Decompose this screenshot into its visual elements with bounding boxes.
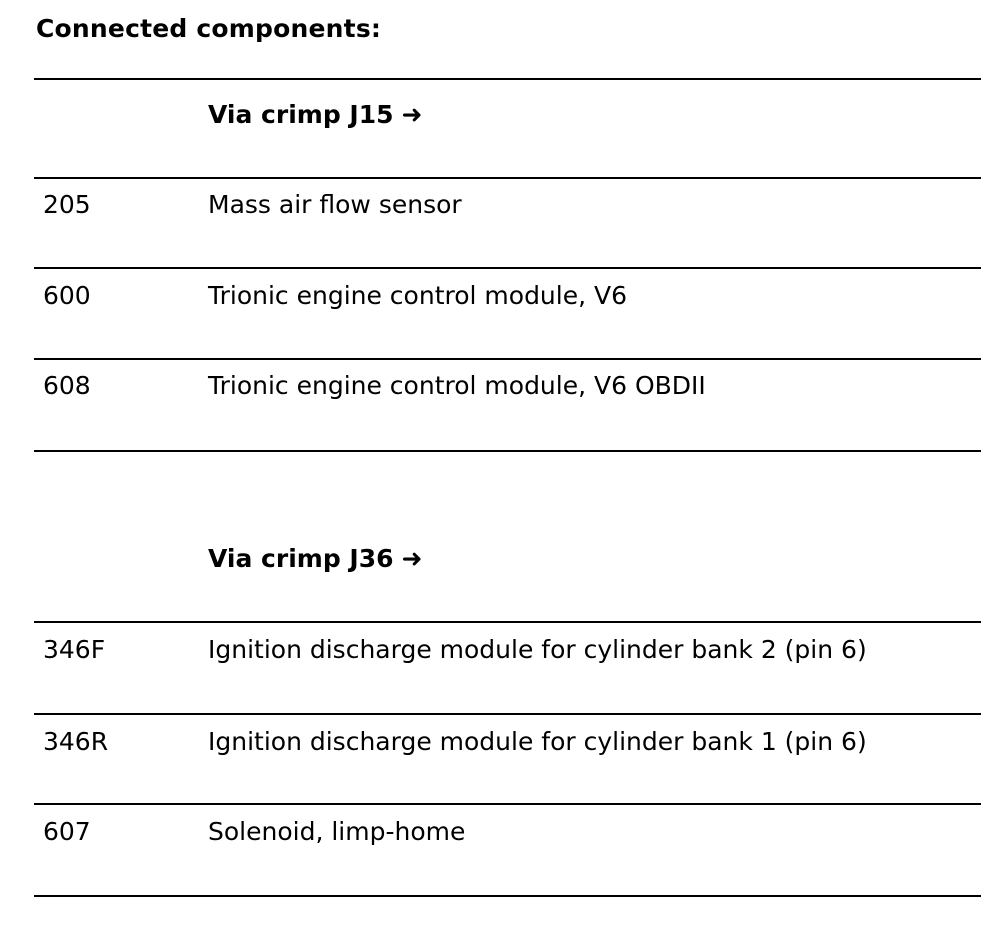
component-code: 346F	[43, 635, 106, 664]
group-title-j36	[208, 544, 422, 573]
divider	[34, 177, 981, 179]
component-description: Solenoid, limp-home	[208, 817, 466, 846]
component-description: Ignition discharge module for cylinder bank 2 (pin 6)	[208, 635, 867, 664]
component-code: 608	[43, 371, 91, 400]
component-code: 205	[43, 190, 91, 219]
group-title-text: Via crimp J36	[208, 544, 394, 573]
divider	[34, 450, 981, 452]
table-row	[0, 281, 992, 321]
divider	[34, 358, 981, 360]
divider	[34, 78, 981, 80]
divider	[34, 895, 981, 897]
group-title-j15	[208, 100, 422, 129]
component-description: Trionic engine control module, V6	[208, 281, 628, 310]
table-row	[0, 190, 992, 230]
table-row	[0, 727, 992, 767]
arrow-right-icon: ➜	[401, 544, 423, 573]
component-description: Ignition discharge module for cylinder bank 1 (pin 6)	[208, 727, 867, 756]
connected-components-heading: Connected components:	[36, 14, 382, 43]
table-row	[0, 371, 992, 411]
component-description: Mass air flow sensor	[208, 190, 462, 219]
arrow-right-icon: ➜	[401, 100, 423, 129]
component-description: Trionic engine control module, V6 OBDII	[208, 371, 706, 400]
table-row	[0, 635, 992, 675]
divider	[34, 621, 981, 623]
component-code: 600	[43, 281, 91, 310]
group-title-text: Via crimp J15	[208, 100, 394, 129]
table-row	[0, 817, 992, 857]
component-code: 346R	[43, 727, 109, 756]
divider	[34, 267, 981, 269]
component-code: 607	[43, 817, 91, 846]
divider	[34, 803, 981, 805]
divider	[34, 713, 981, 715]
